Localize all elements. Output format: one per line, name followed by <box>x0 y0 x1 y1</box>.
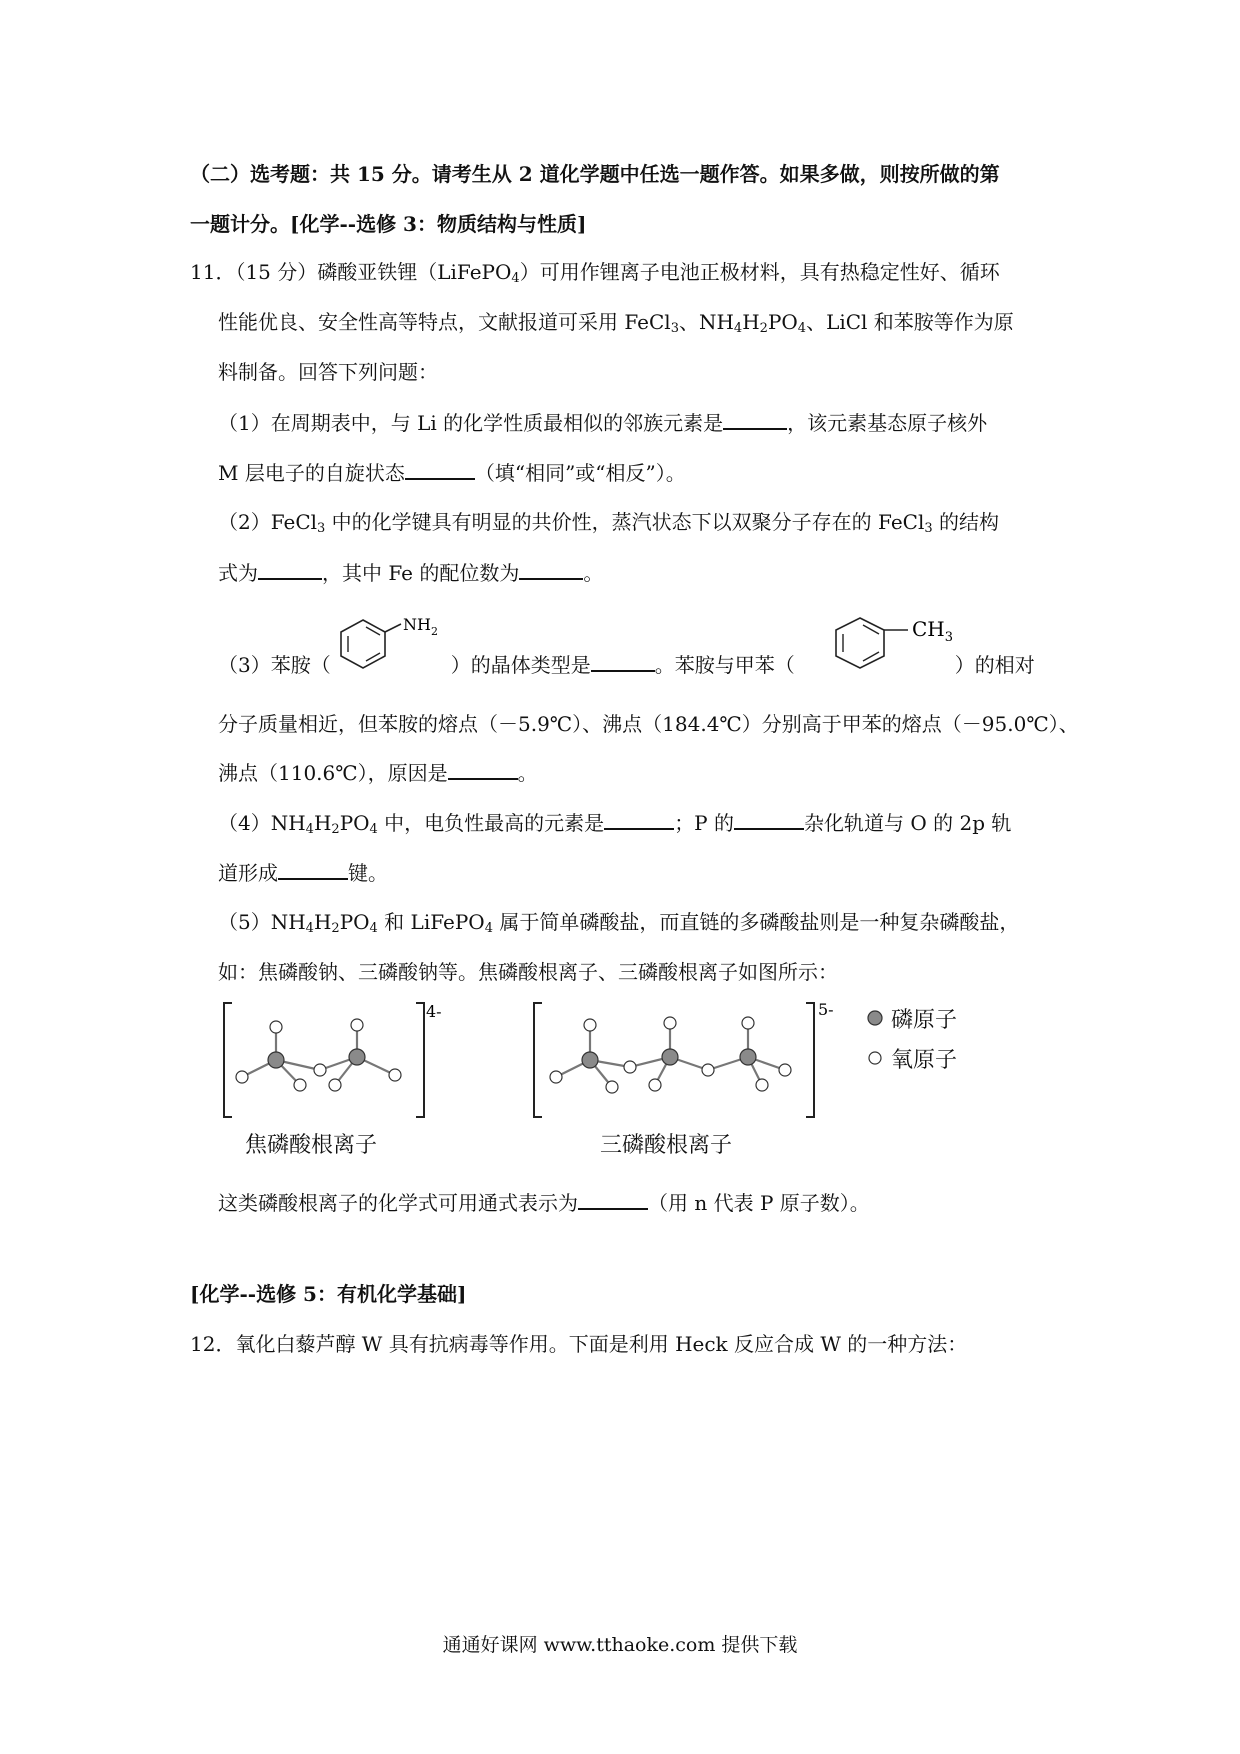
page-footer: 通通好课网 www.tthaoke.com 提供下载 <box>442 1634 798 1656</box>
answer-blank-2[interactable] <box>405 458 475 480</box>
phosphorus-atom <box>349 1049 365 1065</box>
phosphorus-atom <box>268 1052 284 1068</box>
triphosphate-figure <box>530 995 850 1125</box>
oxygen-atom <box>389 1069 401 1081</box>
oxygen-atom <box>270 1021 282 1033</box>
q11-part3-line1: （3）苯胺（ ）的晶体类型是 。苯胺与甲苯（ ）的相对 <box>218 650 1035 679</box>
oxygen-atom <box>314 1064 326 1076</box>
section-header-line1: （二）选考题：共 15 分。请考生从 2 道化学题中任选一题作答。如果多做，则按所做的第 <box>190 162 1000 186</box>
q11-part3-line3: 沸点（110.6℃），原因是 。 <box>218 758 538 787</box>
answer-blank-7[interactable] <box>604 808 674 830</box>
q11-part4-line2: 道形成 键。 <box>218 858 388 887</box>
q11-intro-line1: 11．（15 分）磷酸亚铁锂（LiFePO$_4$）可用作锂离子电池正极材料，具有热稳定性好、循环 <box>190 260 1000 286</box>
q11-part2-line1: （2）FeCl$_3$ 中的化学键具有明显的共价性，蒸汽状态下以双聚分子存在的 FeCl$_3$ 的结构 <box>218 510 1000 536</box>
q11-part1-line1: （1）在周期表中，与 Li 的化学性质最相似的邻族元素是 ，该元素基态原子核外 <box>218 408 987 437</box>
q11-part1-line2: M 层电子的自旋状态 （填“相同”或“相反”）。 <box>218 458 686 487</box>
answer-blank-5[interactable] <box>591 650 655 672</box>
q11-part5-line1: $(5)NH_4H_2PO_4$ 和 LiFePO$_4$ 属于简单磷酸盐，而直链的多磷酸盐则是一种复杂磷酸盐， <box>218 910 1020 936</box>
toluene-structure <box>820 610 980 680</box>
oxygen-atom <box>236 1071 248 1083</box>
answer-blank-6[interactable] <box>448 758 518 780</box>
q11-part3-line2: 分子质量相近，但苯胺的熔点（－5.9℃）、沸点（184.4℃）分别高于甲苯的熔点（－95.0℃）、 <box>218 712 1079 736</box>
legend-phosphorus: 磷原子 <box>891 1007 958 1033</box>
q12-text: 12．氧化白藜芦醇 W 具有抗病毒等作用。下面是利用 Heck 反应合成 W 的一种方法： <box>190 1332 968 1356</box>
section-header-line2: 一题计分。[化学--选修 3：物质结构与性质] <box>190 212 587 236</box>
section2-header: [化学--选修 5：有机化学基础] <box>190 1282 467 1306</box>
caption-triphosphate: 三磷酸根离子 <box>600 1133 733 1158</box>
oxygen-atom <box>329 1079 341 1091</box>
q11-intro-line3: 料制备。回答下列问题： <box>218 360 438 384</box>
q11-intro-line2: 性能优良、安全性高等特点，文献报道可采用 FeCl$_3$、$NH_4H_2PO_4$、LiCl 和苯胺等作为原 <box>218 310 1014 336</box>
answer-blank-4[interactable] <box>519 558 583 580</box>
svg-text:NH2: $NH_2$ <box>403 615 438 638</box>
phosphorus-legend-icon <box>865 1008 885 1028</box>
q11-part4-line1: $(4)NH_4H_2PO_4$ 中，电负性最高的元素是 ；P 的 杂化轨道与 O 的 2p 轨 <box>218 808 1011 837</box>
oxygen-atom <box>294 1079 306 1091</box>
answer-blank-9[interactable] <box>278 858 348 880</box>
q11-part5-line2: 如：焦磷酸钠、三磷酸钠等。焦磷酸根离子、三磷酸根离子如图所示： <box>218 960 838 984</box>
answer-blank-8[interactable] <box>734 808 804 830</box>
pyrophosphate-figure <box>220 995 440 1125</box>
aniline-label: NH <box>403 615 431 634</box>
svg-text:CH3: $CH_3$ <box>912 617 954 645</box>
answer-blank-1[interactable] <box>723 408 787 430</box>
q11-formula-line: 这类磷酸根离子的化学式可用通式表示为 （用 n 代表 P 原子数）。 <box>218 1188 870 1217</box>
q11-part2-line2: 式为 ，其中 Fe 的配位数为 。 <box>218 558 603 587</box>
answer-blank-10[interactable] <box>578 1188 648 1210</box>
caption-pyrophosphate: 焦磷酸根离子 <box>245 1133 378 1158</box>
atom-legend <box>865 1000 957 1076</box>
oxygen-legend-icon <box>865 1048 885 1068</box>
tri-charge: 5- <box>818 1000 834 1019</box>
pyro-charge: 4- <box>426 1002 442 1021</box>
legend-oxygen: 氧原子 <box>891 1047 958 1073</box>
aniline-structure <box>335 612 455 682</box>
oxygen-atom <box>351 1019 363 1031</box>
q11-number: 11． <box>190 260 236 284</box>
answer-blank-3[interactable] <box>258 558 322 580</box>
toluene-label: CH <box>912 617 945 641</box>
